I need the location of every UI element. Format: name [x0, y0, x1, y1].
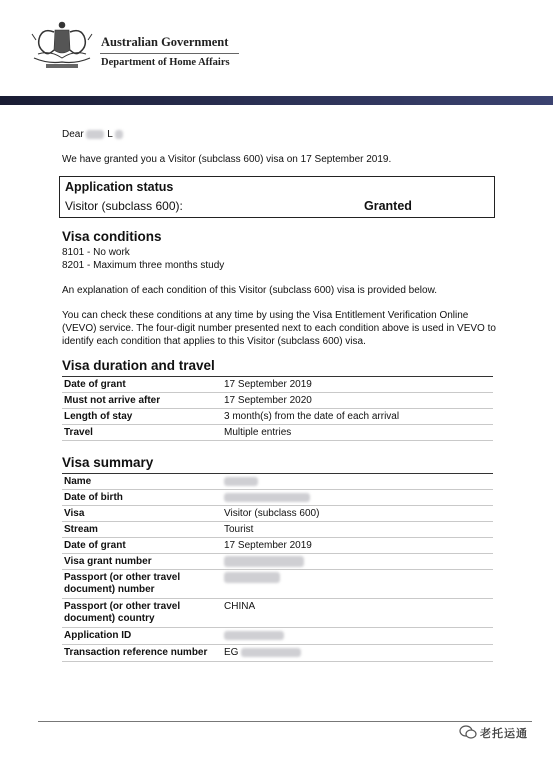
table-row — [62, 409, 493, 425]
status-visa-label: Visitor (subclass 600): — [65, 199, 183, 213]
summary-table — [62, 473, 493, 662]
row-label: Date of grant — [64, 379, 126, 390]
row-label: Visa — [64, 508, 85, 519]
transaction-ref-prefix: EG — [224, 647, 239, 658]
status-value: Granted — [364, 199, 412, 213]
header-divider — [100, 53, 239, 54]
redacted-name — [115, 130, 123, 139]
conditions-title: Visa conditions — [62, 229, 162, 244]
table-row — [62, 538, 493, 554]
row-value — [224, 647, 484, 659]
letterhead — [0, 0, 553, 96]
table-row — [62, 377, 493, 393]
row-value — [224, 572, 484, 584]
footer-divider — [38, 721, 532, 722]
redacted-value — [224, 556, 304, 567]
redacted-value — [224, 477, 258, 486]
row-value: CHINA — [224, 601, 256, 612]
table-row — [62, 490, 493, 506]
row-value: Visitor (subclass 600) — [224, 508, 320, 519]
redacted-value — [224, 572, 280, 583]
condition-item: 8101 - No work — [62, 247, 130, 258]
condition-item: 8201 - Maximum three months study — [62, 260, 225, 271]
row-value: 17 September 2020 — [224, 395, 312, 406]
redacted-value — [241, 648, 301, 657]
watermark-text: 老托运通 — [480, 728, 528, 740]
table-row — [62, 425, 493, 441]
redacted-value — [224, 631, 284, 640]
row-value — [224, 492, 484, 504]
department-name: Department of Home Affairs — [101, 57, 230, 68]
row-label: Stream — [64, 524, 98, 535]
table-row — [62, 599, 493, 628]
status-title: Application status — [65, 180, 174, 194]
granted-statement: We have granted you a Visitor (subclass 600) visa on 17 September 2019. — [62, 154, 392, 165]
redacted-value — [224, 493, 310, 502]
row-label: Transaction reference number — [64, 647, 208, 658]
row-label: Application ID — [64, 630, 132, 641]
row-label: Visa grant number — [64, 556, 152, 567]
coat-of-arms-icon — [30, 20, 94, 72]
table-row — [62, 522, 493, 538]
row-label: Name — [64, 476, 92, 487]
row-value: 17 September 2019 — [224, 540, 312, 551]
row-value: 3 month(s) from the date of each arrival — [224, 411, 400, 422]
row-value: 17 September 2019 — [224, 379, 312, 390]
redacted-name — [86, 130, 104, 139]
duration-table — [62, 376, 493, 441]
row-value: Multiple entries — [224, 427, 292, 438]
table-row — [62, 645, 493, 662]
wechat-icon — [459, 725, 477, 740]
salutation — [62, 128, 123, 141]
summary-title: Visa summary — [62, 455, 154, 470]
table-row — [62, 393, 493, 409]
table-row — [62, 554, 493, 570]
row-label: Length of stay — [64, 411, 133, 422]
salutation-prefix: Dear — [62, 129, 84, 140]
row-label: Must not arrive after — [64, 395, 161, 406]
row-label: Date of grant — [64, 540, 126, 551]
row-label: Date of birth — [64, 492, 123, 503]
table-row — [62, 474, 493, 490]
conditions-explanation: An explanation of each condition of this Visitor (subclass 600) visa is provided below. — [62, 285, 438, 296]
row-value — [224, 556, 484, 568]
table-row — [62, 570, 493, 599]
salutation-suffix: L — [107, 129, 113, 140]
row-value — [224, 476, 484, 488]
table-row — [62, 628, 493, 645]
row-value — [224, 630, 484, 642]
row-label: Passport (or other travel document) country — [64, 601, 181, 624]
application-status-box — [59, 176, 495, 218]
header-band — [0, 96, 553, 105]
government-name: Australian Government — [101, 35, 229, 49]
duration-title: Visa duration and travel — [62, 358, 215, 373]
vevo-paragraph: You can check these conditions at any time by using the Visa Entitlement Verification Online (VEVO) service. The four-digit number presented next to each condition above is used in VEVO to identify each condition that applies to this Visitor (subclass 600) visa. — [62, 310, 496, 347]
row-value: Tourist — [224, 524, 254, 535]
row-label: Passport (or other travel document) number — [64, 572, 181, 595]
row-label: Travel — [64, 427, 93, 438]
table-row — [62, 506, 493, 522]
